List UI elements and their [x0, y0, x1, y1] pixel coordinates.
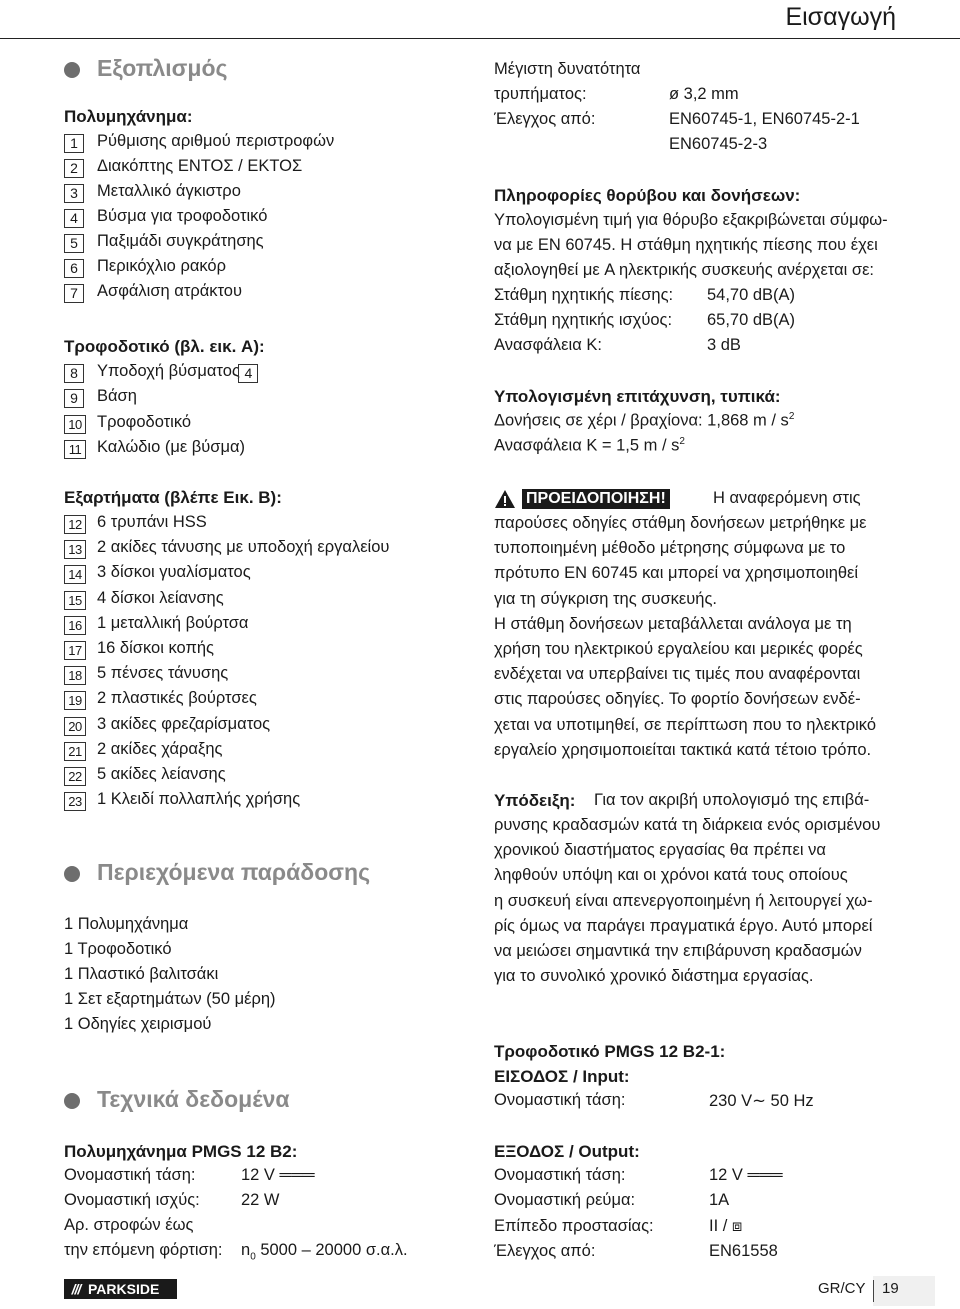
accessory-item-label: 1 μεταλλική βούρτσα [97, 613, 249, 632]
section-bullet-icon [64, 866, 80, 882]
psu-output-value: EN61558 [709, 1241, 778, 1260]
page-header-title: Εισαγωγή [785, 3, 896, 31]
tech-heading: Τεχνικά δεδομένα [97, 1086, 290, 1112]
noise-row-label: Στάθμη ηχητικής ισχύος: [494, 311, 673, 329]
tool-item-label: Ασφάλιση ατράκτου [97, 282, 243, 300]
psu-input-title: ΕΙΣΟΔΟΣ / Input: [494, 1067, 630, 1086]
accessory-item-label: 2 ακίδες τάνυσης με υποδοχή εργαλείου [97, 538, 390, 557]
warning-text-line: παρούσες οδηγίες στάθμη δονήσεων μετρήθηκε με [494, 514, 867, 532]
warning-text-line: ενδέχεται να υπερβαίνει τις τιμές που αναφέρονται [494, 665, 861, 684]
noise-row-label: Στάθμη ηχητικής πίεσης: [494, 286, 674, 304]
noise-row-value: 54,70 dB(A) [707, 286, 796, 304]
noise-title: Πληροφορίες θορύβου και δονήσεων: [494, 186, 801, 205]
psu-output-value: 1A [709, 1191, 730, 1210]
drill-row-label: Έλεγχος από: [494, 110, 596, 128]
accel-title: Υπολογισμένη επιτάχυνση, τυπικά: [494, 387, 781, 406]
accessory-number-badge: 19 [64, 691, 86, 710]
tech-row-value: 22 W [241, 1191, 280, 1209]
equipment-heading: Εξοπλισμός [97, 55, 228, 81]
accessory-item-label: 4 δίσκοι λείανσης [97, 588, 224, 607]
drill-row-value: EN60745-2-3 [669, 135, 768, 153]
tech-row-value: 12 V ═══ [241, 1166, 315, 1184]
tool-number-badge: 4 [64, 209, 84, 228]
drill-row-value: ø 3,2 mm [669, 85, 739, 103]
accel-line-2: Ανασφάλεια K = 1,5 m / $s^2$ [494, 436, 685, 455]
noise-text-line: Υπολογισμένη τιμή για θόρυβο εξακριβώνεται σύμφω- [494, 211, 888, 229]
warning-text-line: για τη σύγκριση της συσκευής. [494, 589, 717, 608]
accessory-number-badge: 16 [64, 616, 86, 635]
accessory-number-badge: 18 [64, 666, 86, 685]
delivery-item: 1 Τροφοδοτικό [64, 940, 172, 958]
drill-row-label: Μέγιστη δυνατότητα [494, 60, 641, 78]
footer-separator [873, 1280, 874, 1302]
accessory-item-label: 5 πένσες τάνυσης [97, 664, 229, 683]
accessories-subtitle: Εξαρτήματα (βλέπε Εικ. B): [64, 488, 282, 507]
psu-output-label: Έλεγχος από: [494, 1241, 596, 1260]
psu-output-label: Ονομαστική ρεύμα: [494, 1191, 636, 1210]
tool-number-badge: 2 [64, 159, 84, 178]
noise-text-line: αξιολογηθεί με A ηλεκτρικής συσκευής ανέρχεται σε: [494, 261, 875, 279]
warning-text-line: στις παρούσες οδηγίες. Το φορτίο δονήσεων ενδέ- [494, 690, 861, 709]
accessory-item-label: 3 ακίδες φρεζαρίσματος [97, 714, 271, 733]
warning-triangle-icon [494, 489, 516, 509]
note-text-line: ληφθούν υπόψη και οι χρόνοι κατά τους οποίους [494, 866, 848, 885]
tool-item-label: Βύσμα για τροφοδοτικό [97, 207, 268, 225]
psu-ref-badge: 4 [238, 364, 258, 383]
noise-row-value: 65,70 dB(A) [707, 311, 796, 329]
section-bullet-icon [64, 1093, 80, 1109]
warning-text-line: χεται να υποτιμηθεί, σε περίπτωση που το ηλεκτρικό [494, 715, 877, 734]
tool-subtitle: Πολυμηχάνημα: [64, 107, 193, 126]
delivery-item: 1 Οδηγίες χειρισμού [64, 1015, 212, 1033]
accessory-number-badge: 13 [64, 540, 86, 559]
accessory-item-label: 1 Κλειδί πολλαπλής χρήσης [97, 790, 301, 809]
accessory-item-label: 3 δίσκοι γυαλίσματος [97, 563, 251, 582]
accessory-number-badge: 23 [64, 792, 86, 811]
note-text-line: ρίς όμως να παράγει πραγματικά έργο. Αυτό μπορεί [494, 916, 873, 935]
accessory-number-badge: 21 [64, 742, 86, 761]
note-first-line: Για τον ακριβή υπολογισμό της επιβά- [594, 791, 870, 809]
accessory-item-label: 2 ακίδες χάραξης [97, 739, 223, 758]
psu-output-title: ΕΞΟΔΟΣ / Output: [494, 1142, 640, 1161]
psu-number-badge: 9 [64, 389, 84, 408]
psu-input-value: 230 V∼ 50 Hz [709, 1092, 814, 1110]
tool-number-badge: 1 [64, 134, 84, 153]
accessory-number-badge: 22 [64, 767, 86, 786]
header-rule [0, 38, 960, 39]
delivery-item: 1 Πολυμηχάνημα [64, 915, 189, 933]
drill-row-value: EN60745-1, EN60745-2-1 [669, 110, 860, 128]
accessory-item-label: 6 τρυπάνι HSS [97, 513, 207, 531]
noise-text-line: να με EN 60745. Η στάθμη ηχητικής πίεσης που έχει [494, 236, 878, 254]
tool-number-badge: 3 [64, 184, 84, 203]
tech-row-label: Αρ. στροφών έως [64, 1216, 194, 1234]
psu-item-label: Τροφοδοτικό [97, 412, 192, 431]
note-text-line: χρονικού διαστήματος εργασίας θα πρέπει να [494, 841, 826, 860]
accessory-item-label: 5 ακίδες λείανσης [97, 765, 226, 783]
tool-item-label: Περικόχλιο ρακόρ [97, 257, 226, 275]
tech-row-value: $n_0$ 5000 – 20000 σ.α.λ. [241, 1241, 408, 1263]
psu-output-value: 12 V ═══ [709, 1166, 783, 1184]
tool-number-badge: 6 [64, 259, 84, 278]
page-number: 19 [882, 1280, 899, 1297]
tool-item-label: Διακόπτης ΕΝΤΟΣ / ΕΚΤΟΣ [97, 157, 303, 175]
note-text-line: ρυνσης κραδασμών κατά τη διάρκεια ενός ορισμένου [494, 816, 881, 834]
warning-first-line: Η αναφερόμενη στις [713, 489, 861, 507]
noise-row-label: Ανασφάλεια K: [494, 336, 602, 354]
brand-logo: /// PARKSIDE [64, 1279, 177, 1299]
delivery-heading: Περιεχόμενα παράδοσης [97, 859, 371, 885]
section-bullet-icon [64, 62, 80, 78]
drill-row-label: τρυπήματος: [494, 85, 587, 103]
psu-item-label: Καλώδιο (με βύσμα) [97, 437, 246, 456]
psu-output-label: Επίπεδο προστασίας: [494, 1216, 654, 1235]
psu-number-badge: 11 [64, 440, 86, 459]
delivery-item: 1 Πλαστικό βαλιτσάκι [64, 965, 219, 983]
delivery-item: 1 Σετ εξαρτημάτων (50 μέρη) [64, 990, 276, 1008]
tool-item-label: Παξιμάδι συγκράτησης [97, 232, 264, 250]
tech-row-label: Ονομαστική ισχύς: [64, 1191, 200, 1209]
psu-spec-title: Τροφοδοτικό PMGS 12 B2-1: [494, 1042, 726, 1061]
warning-text-line: τυποποιημένη μέθοδο μέτρησης σύμφωνα με το [494, 539, 846, 558]
psu-output-label: Ονομαστική τάση: [494, 1166, 626, 1184]
accessory-number-badge: 15 [64, 591, 86, 610]
tool-number-badge: 7 [64, 284, 84, 303]
tool-item-label: Ρύθμισης αριθμού περιστροφών [97, 132, 335, 150]
accessory-number-badge: 17 [64, 641, 86, 660]
note-label: Υπόδειξη: [494, 791, 576, 810]
warning-text-line: Η στάθμη δονήσεων μεταβάλλεται ανάλογα με τη [494, 614, 852, 633]
note-text-line: για το συνολικό χρονικό διάστημα εργασίας. [494, 967, 814, 986]
accessory-number-badge: 14 [64, 565, 86, 584]
warning-text-line: εργαλείο χρησιμοποιείται τακτικά κατά τέτοιο τρόπο. [494, 740, 872, 759]
warning-text-line: χρήση του ηλεκτρικού εργαλείου και μερικές φορές [494, 640, 863, 658]
tech-row-label: Ονομαστική τάση: [64, 1166, 196, 1184]
warning-label: ΠΡΟΕΙΔΟΠΟΙΗΣΗ! [522, 489, 670, 509]
note-text-line: να μειώσει σημαντικά την επιβάρυνση κραδασμών [494, 942, 862, 960]
psu-item-label: Υποδοχή βύσματος [97, 362, 240, 380]
psu-output-value: II / ⧈ [709, 1216, 743, 1235]
accessory-item-label: 16 δίσκοι κοπής [97, 639, 214, 657]
noise-row-value: 3 dB [707, 336, 741, 354]
psu-number-badge: 8 [64, 364, 84, 383]
psu-number-badge: 10 [64, 415, 86, 434]
accessory-number-badge: 20 [64, 717, 86, 736]
note-text-line: η συσκευή είναι απενεργοποιημένη ή λειτουργεί χω- [494, 891, 873, 910]
warning-text-line: πρότυπο EN 60745 και μπορεί να χρησιμοποιηθεί [494, 564, 859, 583]
tool-item-label: Μεταλλικό άγκιστρο [97, 182, 241, 200]
tool-number-badge: 5 [64, 234, 84, 253]
accessory-number-badge: 12 [64, 515, 86, 534]
psu-subtitle: Τροφοδοτικό (βλ. εικ. A): [64, 337, 265, 356]
accessory-item-label: 2 πλαστικές βούρτσες [97, 689, 257, 708]
tech-tool-subtitle: Πολυμηχάνημα PMGS 12 B2: [64, 1142, 298, 1161]
tech-row-label: την επόμενη φόρτιση: [64, 1241, 223, 1259]
psu-item-label: Βάση [97, 387, 137, 406]
accel-line-1: Δονήσεις σε χέρι / βραχίονα: 1,868 m / $s^2$ [494, 411, 795, 430]
psu-input-label: Ονομαστική τάση: [494, 1091, 626, 1109]
footer-lang: GR/CY [818, 1280, 866, 1297]
